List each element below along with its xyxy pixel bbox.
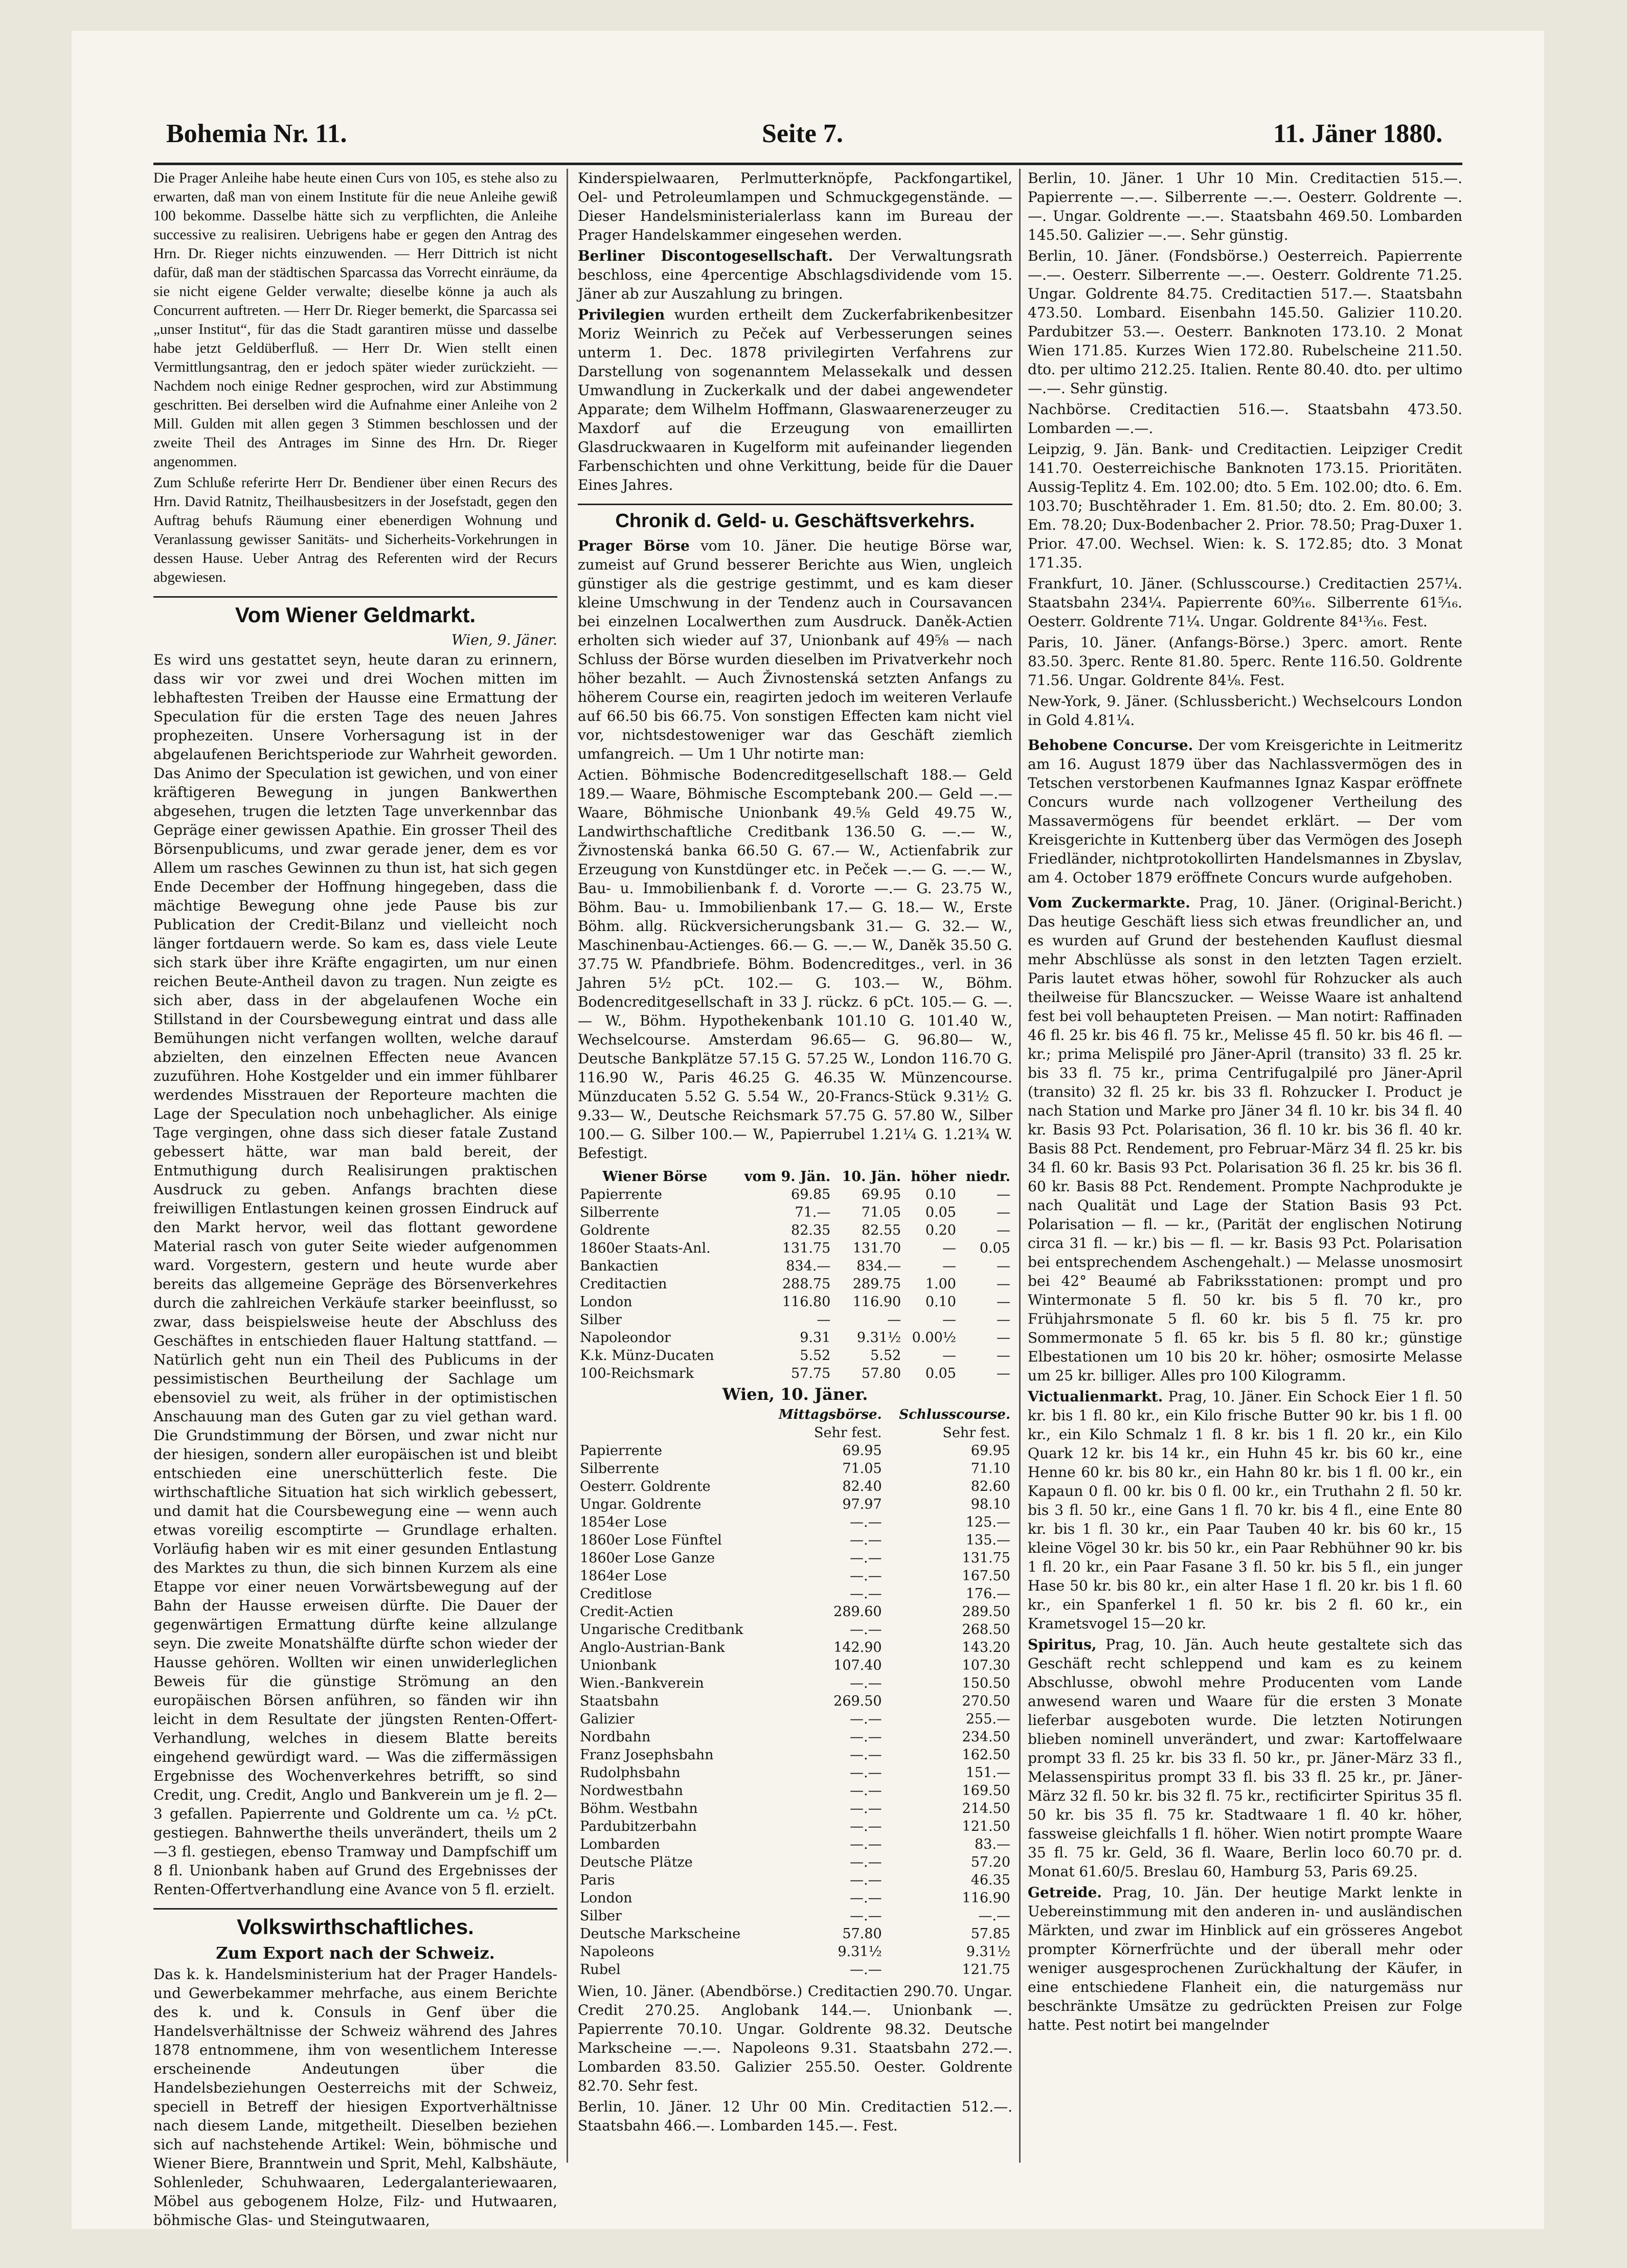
table-cell: Böhm. Westbahn <box>580 1801 698 1817</box>
table-cell: 5.52 <box>870 1348 901 1364</box>
table-cell: 69.95 <box>970 1443 1010 1459</box>
table-row <box>578 1657 1012 1674</box>
table-cell: Silber <box>580 1908 622 1924</box>
table-cell: 167.50 <box>962 1568 1010 1584</box>
table-cell: 1864er Lose <box>580 1568 667 1584</box>
table-cell: Deutsche Markscheine <box>580 1926 741 1942</box>
table-cell: Wien.-Bankverein <box>580 1675 704 1691</box>
table-cell: — <box>997 1187 1010 1203</box>
table-cell: Papierrente <box>580 1443 662 1459</box>
table-cell: London <box>580 1890 632 1906</box>
table-cell: 289.50 <box>962 1604 1010 1620</box>
berlin-2-quotes: Berlin, 10. Jäner. (Fondsbörse.) Oesterreich. Papierrente —.—. Oesterr. Silberrente —.—. Oesterr. Goldrente 71.25. Ungar. Goldrente 84.75. Creditactien 517.—. Staatsbahn 473.50. Lombard. Eisenbahn 145.50. Galizier 110.20. Pardubitzer 53.—. Oesterr. Banknoten 173.10. 2 Monat Wien 171.85. Kurzes Wien 172.80. Rubelscheine 211.50. dto. per ultimo 212.25. Italien. Rente 80.40. dto. per ultimo —.—. Sehr günstig. <box>1028 247 1462 397</box>
table-cell: 46.35 <box>970 1872 1010 1888</box>
table-cell: 169.50 <box>962 1783 1010 1799</box>
disconto-item <box>578 246 1012 303</box>
table-cell: — <box>942 1258 956 1274</box>
table-cell: 255.— <box>965 1711 1010 1727</box>
table-row <box>578 1889 1012 1907</box>
table-row <box>578 1710 1012 1728</box>
table-row <box>578 1692 1012 1710</box>
table-cell: Franz Josephsbahn <box>580 1747 714 1763</box>
table-cell: 0.00½ <box>912 1330 956 1346</box>
table-cell: — <box>997 1294 1010 1310</box>
table-cell: 82.60 <box>970 1479 1010 1494</box>
table-row <box>578 1818 1012 1835</box>
table-cell: — <box>997 1276 1010 1292</box>
table-row <box>578 1329 1012 1347</box>
table-cell: Silberrente <box>580 1461 660 1477</box>
council-report-closing: Zum Schluße referirte Herr Dr. Bendiener über einen Recurs des Hrn. David Ratnitz, Theilhausbesitzers in der Josefstadt, gegen den Auftrag behufs Räumung einer ebenerdigen Wohnung und Veranlassung gewisser Sanitäts- und Sicherheits-Vorkehrungen in dessen Hause. Ueber Antrag des Referenten wird der Recurs abgewiesen. <box>153 474 557 585</box>
table-cell: 234.50 <box>962 1729 1010 1745</box>
table-cell: 0.05 <box>979 1240 1010 1256</box>
table-cell: 9.31½ <box>856 1330 901 1346</box>
viktualien-text: Prag, 10. Jäner. Ein Schock Eier 1 fl. 50 kr. bis 1 fl. 80 kr., ein Kilo frische Butter 90 kr. bis 1 fl. 00 kr., ein Kilo Schmalz 1 fl. 8 kr. bis 1 fl. 20 kr., ein Kilo Quark 12 kr. bis 14 kr., ein Huhn 45 kr. bis 60 kr., eine Henne 60 kr. bis 80 kr., ein Hahn 80 kr. bis 1 fl. 00 kr., ein Kapaun 0 fl. 00 kr. bis 0 fl. 00 kr., ein Truthahn 2 fl. 50 kr. bis 3 fl. 50 kr., eine Gans 1 fl. 70 kr. bis 4 fl., eine Ente 80 kr. bis 1 fl. 30 kr., ein Paar Tauben 40 kr. bis 60 kr., 15 kleine Vögel 30 kr. bis 50 kr., ein Paar Rebhühner 90 kr. bis 1 fl. 20 kr., ein Paar Fasane 3 fl. 50 kr. bis 5 fl., ein junger Hase 50 kr. bis 80 kr., ein alter Hase 1 fl. 20 kr. bis 1 fl. 60 kr., ein Spanferkel 1 fl. 50 kr. bis 2 fl. 60 kr., ein Krametsvogel 15—20 kr. <box>1028 1388 1463 1632</box>
column-3 <box>1028 169 1462 2178</box>
table-cell: Silberrente <box>580 1205 660 1220</box>
table-row <box>578 1782 1012 1800</box>
table-cell: Silber <box>580 1312 622 1328</box>
table-cell: Unionbank <box>580 1658 657 1673</box>
table-cell: —.— <box>850 1675 882 1691</box>
header-date: 11. Jäner 1880. <box>1273 119 1443 148</box>
column-1 <box>153 169 557 2229</box>
table-cell: —.— <box>850 1819 882 1834</box>
table-cell: Napoleons <box>580 1944 654 1960</box>
table-cell: —.— <box>850 1622 882 1638</box>
table-row <box>578 1293 1012 1311</box>
table-cell: 82.40 <box>842 1479 882 1494</box>
table-cell: 131.75 <box>962 1550 1010 1566</box>
table-cell: 116.80 <box>782 1294 831 1310</box>
table-cell: 289.60 <box>833 1604 882 1620</box>
table-row <box>578 1871 1012 1889</box>
newyork-quotes: New-York, 9. Jäner. (Schlussbericht.) Wechselcours London in Gold 4.81¼. <box>1028 693 1462 729</box>
leipzig-quotes: Leipzig, 9. Jän. Bank- und Creditactien. Leipziger Credit 141.70. Oesterreichische Banknoten 173.15. Prioritäten. Aussig-Teplitz 4. Em. 102.00; dto. 5 Em. 102.00; dto. 6. Em. 103.70; Buschtěhrader 1. Em. 81.50; dto. 2. Em. 80.00; 3. Em. 78.20; Dux-Bodenbacher 2. Prior. 78.50; Prag-Duxer 1. Prior. 47.00. Wechsel. Wien: k. S. 172.85; dto. 3 Monat 171.35. <box>1028 441 1462 571</box>
getreide-text: Prag, 10. Jän. Der heutige Markt lenkte in Uebereinstimmung mit den anderen in- und ausländischen Märkten, und zwar im Hinblick auf ein grösseres Angebot prompter Körnerfrüchte und der überall mehr oder weniger ausgesprochenen Zurückhaltung der Käufer, in eine entschiedene Flanheit ein, die naturgemäss nur beschränkte Umsätze zu gedrückten Preisen zur Folge hatte. Pest notirt bei mangelnder <box>1028 1884 1462 2033</box>
table-cell: 289.75 <box>852 1276 901 1292</box>
table-cell: 71.— <box>795 1205 831 1220</box>
table-cell: 0.10 <box>925 1187 956 1203</box>
table-cell: 71.05 <box>861 1205 901 1220</box>
table-row <box>578 1728 1012 1746</box>
table-row <box>578 1603 1012 1621</box>
table-cell: 71.05 <box>842 1461 882 1477</box>
getreide-item <box>1028 1883 1462 2034</box>
table-cell: 57.80 <box>842 1926 882 1942</box>
spiritus-heading: Spiritus, <box>1028 1636 1097 1653</box>
abendboerse-text: Wien, 10. Jäner. (Abendbörse.) Creditactien 290.70. Ungar. Credit 270.25. Anglobank 144.—. Unionbank —. Papierrente 70.10. Ungar. Goldrente 98.32. Deutsche Markscheine —.—. Napoleons 9.31. Staatsbahn 272.—. Lombarden 83.50. Galizier 255.50. Oester. Goldrente 82.70. Sehr fest. <box>578 1983 1012 2094</box>
table-cell: —.— <box>850 1962 882 1978</box>
table-cell: —.— <box>850 1801 882 1817</box>
table-cell: Staatsbahn <box>580 1693 659 1709</box>
wiener-boerse-header-cell: höher <box>911 1169 956 1185</box>
table-cell: 121.50 <box>962 1819 1010 1834</box>
table-cell: —.— <box>850 1890 882 1906</box>
table-row <box>578 1746 1012 1764</box>
table-cell: 1860er Lose Fünftel <box>580 1532 722 1548</box>
wiener-boerse-header-cell: Wiener Börse <box>602 1169 708 1185</box>
table-cell: 57.20 <box>970 1854 1010 1870</box>
table-cell: —.— <box>850 1836 882 1852</box>
table-cell: 131.70 <box>852 1240 901 1256</box>
table-cell: —.— <box>850 1532 882 1548</box>
table-cell: —.— <box>850 1514 882 1530</box>
table-row <box>578 1186 1012 1204</box>
table-cell: 116.90 <box>852 1294 901 1310</box>
nachboerse-quotes: Nachbörse. Creditactien 516.—. Staatsbahn 473.50. Lombarden —.—. <box>1028 401 1462 437</box>
berlin-1-quotes: Berlin, 10. Jäner. 1 Uhr 10 Min. Creditactien 515.—. Papierrente —.—. Silberrente —.—. Oesterr. Goldrente —.—. Ungar. Goldrente —.—. Staatsbahn 469.50. Lombarden 145.50. Galizier —.—. Sehr günstig. <box>1028 170 1462 243</box>
table-cell: Creditactien <box>580 1276 667 1292</box>
geldmarkt-article: Es wird uns gestattet seyn, heute daran zu erinnern, dass wir vor zwei und drei Wochen mitten im lebhaftesten Treiben der Hausse eine Ermattung der Speculation für die ersten Tage des neuen Jahres prophezeiten. Unsere Vorhersagung ist in der abgelaufenen Berichtsperiode zur Wahrheit geworden. Das Animo der Speculation ist gewichen, und von einer kräftigeren Bewegung in jungen Bankwerthen abgesehen, trugen die letzten Tage unverkennbar das Gepräge einer gewissen Apathie. Ein grosser Theil des Börsenpublicums, und zwar gerade jener, dem es vor Allem um rasches Gewinnen zu thun ist, hat sich gegen Ende December der Hoffnung hingegeben, dass die mächtige Bewegung ohne jede Pause bis zur Publication der Credit-Bilanz und vielleicht noch länger fortdauern werde. So kam es, dass viele Leute sich stark über ihre Kräfte engagirten, um nur einen reichen Beute-Antheil davon zu tragen. Nun zeigte es sich aber, dass in der abgelaufenen Woche ein Stillstand in der Coursbewegung eintrat und dass alle Bemühungen nicht verfangen wollten, welche darauf abzielten, den einzelnen Effecten neue Avancen zuzuführen. Hohe Kostgelder und ein immer fühlbarer werdendes Misstrauen der Reporteure machten die Lage der Speculation noch unbehaglicher. Als einige Tage vergingen, ohne dass sich dieser fatale Zustand gebessert hätte, war man bald bereit, der Entmuthigung durch Realisirungen praktischen Ausdruck zu geben. Anfangs brachten diese freiwilligen Entlastungen keinen grossen Eindruck auf den Markt hervor, weil das flottant gewordene Material rasch von guter Seite wieder aufgenommen ward. Vorgestern, gestern und heute wurde aber bereits das allgemeine Gepräge des Börsenverkehres durch die zahlreichen Verkäufe starker beeinflusst, so zwar, dass beispielsweise heute der Abschluss des Geschäftes in entschieden flauer Haltung stattfand. — Natürlich geht nun ein Theil des Publicums in der pessimistischen Beurtheilung der Sachlage um ebensoviel zu weit, als früher in der optimistischen Anschauung man des Guten gar zu viel gethan ward. Die Grundstimmung der Börsen, und zwar nicht nur der hiesigen, sondern aller europäischen ist und bleibt entschieden eine unerschütterlich feste. Die wirthschaftliche Situation hat sich wirklich gebessert, und damit hat die Coursbewegung eine — wenn auch etwas voreilig escomptirte — Grundlage erhalten. Vorläufig haben wir es mit einer gesunden Entlastung des Marktes zu thun, die sich binnen Kurzem als eine Etappe vor einer neuen Vorwärtsbewegung auf der Bahn der Hausse erweisen dürfte. Die Dauer der gegenwärtigen Ermattung dürfte keine allzulange seyn. Die zweite Monatshälfte dürfte schon wieder der Hausse gehören. Wollten wir einen unwiderleglichen Beweis für die günstige Strömung an den europäischen Börsen anführen, so fänden wir ihn leicht in dem Resultate der jüngsten Renten-Offert-Verhandlung, welches in diesem Blatte bereits eingehend gewürdigt ward. — Was die ziffermässigen Ergebnisse des Wochenverkehres betrifft, so sind Credit, ung. Credit, Anglo und Bankverein um je fl. 2—3 gefallen. Papierrente und Goldrente um ca. ½ pCt. gestiegen. Bahnwerthe theils unverändert, theils um 2—3 fl. gestiegen, ebenso Tramway und Dampfschiff um 8 fl. Unionbank haben auf Grund des Ergebnisses der Renten-Offertverhandlung eine Avance von 5 fl. erzielt. <box>153 651 557 1898</box>
table-cell: 176.— <box>965 1586 1010 1602</box>
table-cell: 0.10 <box>925 1294 956 1310</box>
table-row <box>578 1257 1012 1275</box>
table-cell: 98.10 <box>970 1496 1010 1512</box>
table-cell: Ungar. Goldrente <box>580 1496 702 1512</box>
table-cell: 82.35 <box>791 1222 831 1238</box>
table-cell: — <box>942 1240 956 1256</box>
table-row <box>578 1907 1012 1925</box>
table-cell: 71.10 <box>970 1461 1010 1477</box>
table-row <box>578 1239 1012 1257</box>
paris-quotes: Paris, 10. Jäner. (Anfangs-Börse.) 3perc. amort. Rente 83.50. 3perc. Rente 81.80. 5perc. Rente 116.50. Goldrente 71.56. Ungar. Goldrente 84⅛. Fest. <box>1028 634 1462 689</box>
table-cell: 125.— <box>965 1514 1010 1530</box>
table-row <box>578 1943 1012 1961</box>
table-cell: 9.31½ <box>966 1944 1010 1960</box>
table-cell: —.— <box>850 1872 882 1888</box>
table-cell: Creditlose <box>580 1586 652 1602</box>
table-cell: 121.75 <box>962 1962 1010 1978</box>
table-cell: —.— <box>850 1550 882 1566</box>
table-row <box>578 1961 1012 1979</box>
column-2 <box>578 169 1012 2178</box>
table-cell: 135.— <box>965 1532 1010 1548</box>
table-cell: 69.95 <box>842 1443 882 1459</box>
header-page-number: Seite 7. <box>762 119 843 148</box>
table-row <box>578 1639 1012 1657</box>
disconto-heading: Berliner Discontogesellschaft. <box>578 247 833 264</box>
table-row <box>578 1531 1012 1549</box>
table-cell: Oesterr. Goldrente <box>580 1479 711 1494</box>
table-cell: 107.30 <box>962 1658 1010 1673</box>
table-cell: 82.55 <box>861 1222 901 1238</box>
table-cell: —.— <box>850 1765 882 1781</box>
table-cell: — <box>997 1258 1010 1274</box>
table-cell: 69.85 <box>791 1187 831 1203</box>
table-cell: Ungarische Creditbank <box>580 1622 743 1638</box>
table-row <box>578 1347 1012 1365</box>
table-cell: — <box>942 1348 956 1364</box>
table-row <box>578 1621 1012 1639</box>
table-cell: Paris <box>580 1872 615 1888</box>
table-cell: Rubel <box>580 1962 621 1978</box>
wiener-boerse-header-cell: niedr. <box>965 1169 1010 1185</box>
table-cell: 0.20 <box>925 1222 956 1238</box>
table-row <box>578 1460 1012 1478</box>
table-cell: 162.50 <box>962 1747 1010 1763</box>
page-header <box>97 119 1467 154</box>
export-article: Das k. k. Handelsministerium hat der Prager Handels- und Gewerbekammer mehrfache, aus einem Berichte des k. und k. Consuls in Genf über die Handelsverhältnisse der Schweiz während des Jahres 1878 entnommene, ihm von wesentlichem Interesse erscheinende Andeutungen über die Handelsbeziehungen Oesterreichs mit der Schweiz, speciell in Betreff der hiesigen Exportverhältnisse nach diesem Lande, mitgetheilt. Dieselben beziehen sich auf nachstehende Artikel: Wein, böhmische und Wiener Biere, Branntwein und Sprit, Mehl, Kalbshäute, Sohlenleder, Schuhwaaren, Ledergalanteriewaaren, Möbel aus gebogenem Holze, Filz- und Hutwaaren, böhmische Glas- und Steingutwaaren, <box>153 1966 557 2229</box>
table-cell: 100-Reichsmark <box>580 1366 694 1381</box>
table-cell: 834.— <box>786 1258 831 1274</box>
wien-col-mittag: Mittagsbörse. <box>778 1407 882 1422</box>
column-divider-2 <box>1019 169 1021 2163</box>
table-cell: 9.31½ <box>838 1944 882 1960</box>
geldmarkt-heading: Vom Wiener Geldmarkt. <box>153 596 557 627</box>
table-cell: 268.50 <box>962 1622 1010 1638</box>
table-cell: 1860er Staats-Anl. <box>580 1240 711 1256</box>
table-cell: Nordbahn <box>580 1729 651 1745</box>
table-cell: 9.31 <box>800 1330 831 1346</box>
viktualien-heading: Victualienmarkt. <box>1028 1388 1163 1405</box>
table-cell: Credit-Actien <box>580 1604 673 1620</box>
table-cell: —.— <box>850 1747 882 1763</box>
wiener-boerse-header-cell: 10. Jän. <box>842 1169 901 1185</box>
table-cell: 288.75 <box>782 1276 831 1292</box>
spiritus-text: Prag, 10. Jän. Auch heute gestaltete sich das Geschäft recht schleppend und kam es zu keinem Abschlusse, obwohl mehre Producenten vom Lande anwesend waren und Waare für die ersten 3 Monate lieferbar ausgeboten wurde. Die letzten Notirungen blieben nominell unverändert, und zwar: Kartoffelwaare prompt 33 fl. 25 kr. bis 33 fl. 50 kr., pr. Jäner-März 33 fl., Melassenspiritus prompt 33 fl. bis 33 fl. 25 kr., pr. Jäner-März 32 fl. 50 kr. bis 32 fl. 75 kr., rectificirter Spiritus 35 fl. 50 kr. bis 35 fl. 75 kr. Stadtwaare 1 fl. 40 kr. höher, fassweise gleichfalls 1 fl. höher. Wien notirt prompte Waare 35 fl. 75 kr. Geld, 36 fl. Waare, Berlin loco 60.70 pr. d. Monat 61.60/5. Breslau 60, Hamburg 53, Paris 69.25. <box>1028 1636 1462 1880</box>
table-cell: 57.85 <box>970 1926 1010 1942</box>
table-row <box>578 1275 1012 1293</box>
geldmarkt-dateline: Wien, 9. Jäner. <box>451 631 557 648</box>
wiener-boerse-table <box>578 1168 1012 1382</box>
table-cell: Goldrente <box>580 1222 650 1238</box>
concurse-item <box>1028 736 1462 887</box>
table-cell: 69.95 <box>861 1187 901 1203</box>
table-row <box>578 1835 1012 1853</box>
table-cell: — <box>997 1312 1010 1328</box>
disconto-text: Der Verwaltungsrath beschloss, eine 4percentige Abschlagsdividende vom 15. Jäner ab zur Auszahlung zu bringen. <box>578 247 1012 302</box>
council-report-text: Die Prager Anleihe habe heute einen Curs von 105, es stehe also zu erwarten, daß man von einem Institute für die neue Anleihe gewiß 100 bekomme. Dasselbe hätte sich zu verpflichten, die Anleihe successive zu realisiren. Uebrigens habe er gegen den Antrag des Hrn. Dr. Rieger nichts einzuwenden. — Herr Dittrich ist nicht dafür, daß man der städtischen Sparcassa das Vorrecht einräume, da sie nicht eigene Gelder verwalte; dieselbe könne ja auch als Concurrent auftreten. — Herr Dr. Rieger bemerkt, die Sparcassa sei „unser Institut“, für das die Stadt garantiren müsse und dasselbe habe jetzt Geldüberfluß. — Herr Dr. Wien stellt einen Vermittlungsantrag, den er jedoch später wieder zurückzieht. — Nachdem noch einige Redner gesprochen, wird zur Abstimmung geschritten. Bei derselben wird die Aufnahme einer Anleihe von 2 Mill. Gulden mit allen gegen 3 Stimmen beschlossen und der zweite Theil des Antrages im Sinne des Hrn. Dr. Rieger angenommen. <box>153 170 557 470</box>
table-cell: 150.50 <box>962 1675 1010 1691</box>
export-subheading: Zum Export nach der Schweiz. <box>216 1943 495 1963</box>
table-cell: 131.75 <box>782 1240 831 1256</box>
getreide-heading: Getreide. <box>1028 1884 1102 1901</box>
wien-schluss-tone: Sehr fest. <box>942 1425 1010 1441</box>
table-cell: —.— <box>978 1908 1010 1924</box>
privilegien-heading: Privilegien <box>578 306 665 323</box>
table-row <box>578 1800 1012 1818</box>
table-cell: 1860er Lose Ganze <box>580 1550 715 1566</box>
wien-quotes-heading: Wien, 10. Jäner. <box>722 1385 868 1404</box>
table-cell: Anglo-Austrian-Bank <box>580 1640 725 1655</box>
table-cell: 151.— <box>965 1765 1010 1781</box>
column-divider-1 <box>567 169 568 2163</box>
table-cell: 57.80 <box>861 1366 901 1381</box>
table-cell: 57.75 <box>791 1366 831 1381</box>
table-row <box>578 1567 1012 1585</box>
table-cell: Galizier <box>580 1711 635 1727</box>
table-row <box>578 1925 1012 1943</box>
header-title: Bohemia Nr. 11. <box>166 119 347 148</box>
table-row <box>578 1311 1012 1329</box>
table-cell: 270.50 <box>962 1693 1010 1709</box>
header-rule <box>153 163 1462 165</box>
table-cell: —.— <box>850 1854 882 1870</box>
table-cell: —.— <box>850 1568 882 1584</box>
prager-boerse-heading: Prager Börse <box>578 537 690 554</box>
table-cell: — <box>997 1222 1010 1238</box>
table-cell: — <box>997 1330 1010 1346</box>
wiener-boerse-header-cell: vom 9. Jän. <box>744 1169 831 1185</box>
table-cell: 97.97 <box>842 1496 882 1512</box>
berlin-midday-text: Berlin, 10. Jäner. 12 Uhr 00 Min. Creditactien 512.—. Staatsbahn 466.—. Lombarden 145.—. Fest. <box>578 2098 1012 2134</box>
concurse-heading: Behobene Concurse. <box>1028 737 1193 754</box>
table-cell: —.— <box>850 1783 882 1799</box>
table-cell: 0.05 <box>925 1366 956 1381</box>
actien-quotes: Actien. Böhmische Bodencreditgesellschaft 188.— Geld 189.— Waare, Böhmische Escomptebank 200.— Geld —.— Waare, Böhmische Unionbank 49.⅝ Geld 49.75 W., Landwirthschaftliche Creditbank 136.50 G. —.— W., Živnostenská banka 66.50 G. 67.— W., Actienfabrik zur Erzeugung von Kunstdünger etc. in Peček —.— G. —.— W., Bau- u. Immobilienbank f. d. Vororte —.— G. 23.75 W., Böhm. Bau- u. Immobilienbank 17.— G. 18.— W., Erste Böhm. allg. Rückversicherungsbank 31.— G. 32.— W., Maschinenbau-Actienges. 66.— G. —.— W., Daněk 35.50 G. 37.75 W. Pfandbriefe. Böhm. Bodencreditges., verl. in 36 Jahren 5½ pCt. 102.— G. 103.— W., Böhm. Bodencreditgesellschaft in 33 J. rückz. 6 pCt. 105.— G. —.— W., Böhm. Hypothekenbank 101.10 G. 101.40 W., Wechselcourse. Amsterdam 96.65— G. 96.80— W., Deutsche Bankplätze 57.15 G. 57.25 W., London 116.70 G. 116.90 W., Paris 46.25 G. 46.35 W. Münzencourse. Münzducaten 5.52 G. 5.54 W., 20-Francs-Stück 9.31½ G. 9.33— W., Deutsche Reichsmark 57.75 G. 57.80 W., Silber 100.— G. Silber 100.— W., Papierrubel 1.21¼ G. 1.21¾ W. Befestigt. <box>578 766 1012 1162</box>
spiritus-item <box>1028 1635 1462 1881</box>
table-row <box>578 1764 1012 1782</box>
privilegien-item <box>578 305 1012 494</box>
table-row <box>578 1674 1012 1692</box>
table-cell: 142.90 <box>833 1640 882 1655</box>
table-cell: — <box>817 1312 831 1328</box>
table-cell: —.— <box>850 1908 882 1924</box>
table-cell: London <box>580 1294 632 1310</box>
table-row <box>578 1585 1012 1603</box>
table-row <box>578 1549 1012 1567</box>
table-row <box>578 1853 1012 1871</box>
table-cell: Deutsche Plätze <box>580 1854 693 1870</box>
table-cell: — <box>997 1205 1010 1220</box>
table-row <box>578 1365 1012 1382</box>
table-cell: Lombarden <box>580 1836 660 1852</box>
table-row <box>578 1478 1012 1495</box>
table-cell: —.— <box>850 1711 882 1727</box>
frankfurt-quotes: Frankfurt, 10. Jäner. (Schlusscourse.) Creditactien 257¼. Staatsbahn 234¼. Papierrente 60⁹⁄₁₆. Silberrente 61⁵⁄₁₆. Oesterr. Goldrente 71¼. Ungar. Goldrente 84¹³⁄₁₆. Fest. <box>1028 575 1462 630</box>
zucker-heading: Vom Zuckermarkte. <box>1028 894 1190 911</box>
table-row <box>578 1495 1012 1513</box>
table-cell: 269.50 <box>833 1693 882 1709</box>
table-cell: Pardubitzerbahn <box>580 1819 697 1834</box>
table-cell: — <box>997 1366 1010 1381</box>
table-cell: Nordwestbahn <box>580 1783 684 1799</box>
table-row <box>578 1442 1012 1460</box>
table-cell: 83.— <box>975 1836 1010 1852</box>
table-cell: 116.90 <box>962 1890 1010 1906</box>
table-row <box>578 1221 1012 1239</box>
chronik-heading: Chronik d. Geld- u. Geschäftsverkehrs. <box>578 504 1012 532</box>
table-row <box>578 1513 1012 1531</box>
table-cell: 0.05 <box>925 1205 956 1220</box>
privilegien-text: wurden ertheilt dem Zuckerfabrikenbesitzer Moriz Weinrich zu Peček auf Verbesserungen seines unterm 1. Dec. 1878 privilegirten Verfahrens zur Darstellung von sogenanntem Melassekalk und dessen Umwandlung in Zuckerkalk und der dabei angewendeter Apparate; dem Wilhelm Hoffmann, Glaswaarenerzeuger zu Maxdorf auf die Erzeugung von emaillirten Glasdruckwaaren in Kugelform mit aufeinander liegenden Farbenschichten und ohne Verkittung, beide für die Dauer Eines Jahres. <box>578 306 1012 493</box>
table-cell: —.— <box>850 1586 882 1602</box>
table-cell: 143.20 <box>962 1640 1010 1655</box>
table-cell: Rudolphsbahn <box>580 1765 681 1781</box>
table-cell: 5.52 <box>800 1348 831 1364</box>
table-cell: —.— <box>850 1729 882 1745</box>
zucker-item <box>1028 893 1462 1385</box>
table-cell: 1854er Lose <box>580 1514 667 1530</box>
table-cell: 834.— <box>856 1258 901 1274</box>
table-cell: K.k. Münz-Ducaten <box>580 1348 714 1364</box>
table-cell: — <box>887 1312 901 1328</box>
prager-boerse-item <box>578 536 1012 763</box>
prager-boerse-text: vom 10. Jäner. Die heutige Börse war, zumeist auf Grund besserer Berichte aus Wien, ungleich günstiger als die gestrige gestimmt, und es kam dieser kleine Umschwung in der Tendenz auch in Coursavancen bei einzelnen Localwerthen zum Ausdruck. Daněk-Actien erholten sich wieder auf 37, Unionbank auf 49⅝ — nach Schluss der Börse wurden dieselben im Privatverkehr noch höher bezahlt. — Auch Živnostenská setzten Anfangs zu höherem Course ein, reagirten jedoch im weiteren Verlaufe auf 66.50 bis 66.75. Von sonstigen Effecten kam nicht viel vor, nichtsdestoweniger war das Geschäft ziemlich umfangreich. — Um 1 Uhr notirte man: <box>578 537 1012 762</box>
table-cell: 107.40 <box>833 1658 882 1673</box>
zucker-text: Prag, 10. Jäner. (Original-Bericht.) Das heutige Geschäft liess sich etwas freundlicher an, und es wurden auf Grund der bestehenden Kauflust diesmal mehr Abschlüsse als sonst in den letzten Tagen erzielt. Paris lautet etwas höher, sowohl für Rohzucker als auch theilweise für Blancszucker. — Weisse Waare ist anhaltend fest bei voll behaupteten Preisen. — Man notirt: Raffinaden 46 fl. 25 kr. bis 46 fl. 75 kr., Melisse 45 fl. 50 kr. bis 46 fl. — kr.; prima Melispilé pro Jäner-April (transito) 33 fl. 25 kr. bis 33 fl. 75 kr., prima Centrifugalpilé pro Jäner-April (transito) 32 fl. 25 kr. bis 33 fl. Rohzucker I. Product je nach Station und Marke pro Jäner 34 fl. 10 kr. bis 34 fl. 40 kr. Basis 93 Pct. Polarisation, 36 fl. 10 kr. bis 36 fl. 40 kr. Basis 88 Pct. Rendement, pro Februar-März 34 fl. 25 kr. bis 34 fl. 60 kr. Basis 93 Pct. Polarisation 36 fl. 25 kr. bis 36 fl. 60 kr. Basis 88 Pct. Rendement. Prompte Nachprodukte je nach Qualität und Lage der Station Basis 93 Pct. Polarisation — fl. — kr., (Parität der englischen Notirung circa 31 fl. — kr.) bis — fl. — kr. Basis 93 Pct. Polarisation bei entsprechendem Aschengehalt.) — Melasse unosmosirt bei 42° Beaumé ab Fabriksstationen: prompt und pro Wintermonate 5 fl. 50 kr. bis 5 fl. 70 kr., pro Frühjahrsmonate 5 fl. 60 kr. bis 5 fl. 75 kr. pro Sommermonate 5 fl. 65 kr. bis 5 fl. 80 kr.; günstige Elbestationen um 10 bis 20 kr. höher; osmosirte Melasse um 25 kr. billiger. Alles pro 100 Kilogramm. <box>1028 894 1462 1384</box>
table-cell: — <box>942 1312 956 1328</box>
table-cell: Napoleondor <box>580 1330 671 1346</box>
viktualien-item <box>1028 1387 1462 1633</box>
table-row <box>578 1204 1012 1221</box>
wien-quotes-table <box>578 1406 1012 1979</box>
table-cell: 214.50 <box>962 1801 1010 1817</box>
wien-col-schluss: Schlusscourse. <box>899 1407 1010 1422</box>
concurse-text: Der vom Kreisgerichte in Leitmeritz am 16. August 1879 über das Nachlassvermögen des in Tetschen verstorbenen Kaufmannes Ignaz Kaspar eröffnete Concurs wurde nach vollzogener Vertheilung des Massavermögens für beendet erklärt. — Der vom Kreisgerichte in Kuttenberg über das Vermögen des Joseph Friedländer, nichtprotokollirten Handelsmannes in Zbyslav, am 4. October 1879 eröffnete Concurs wurde aufgehoben. <box>1028 737 1462 886</box>
table-cell: Bankactien <box>580 1258 659 1274</box>
wien-mittag-tone: Sehr fest. <box>814 1425 882 1441</box>
table-cell: — <box>997 1348 1010 1364</box>
volkswirtschaft-heading: Volkswirthschaftliches. <box>153 1908 557 1939</box>
table-cell: Papierrente <box>580 1187 662 1203</box>
export-article-continued: Kinderspielwaaren, Perlmutterknöpfe, Packfongartikel, Oel- und Petroleumlampen und Schmuckgegenstände. — Dieser Handelsministerialerlass kann im Bureau der Prager Handelskammer eingesehen werden. <box>578 170 1012 243</box>
table-cell: 1.00 <box>925 1276 956 1292</box>
